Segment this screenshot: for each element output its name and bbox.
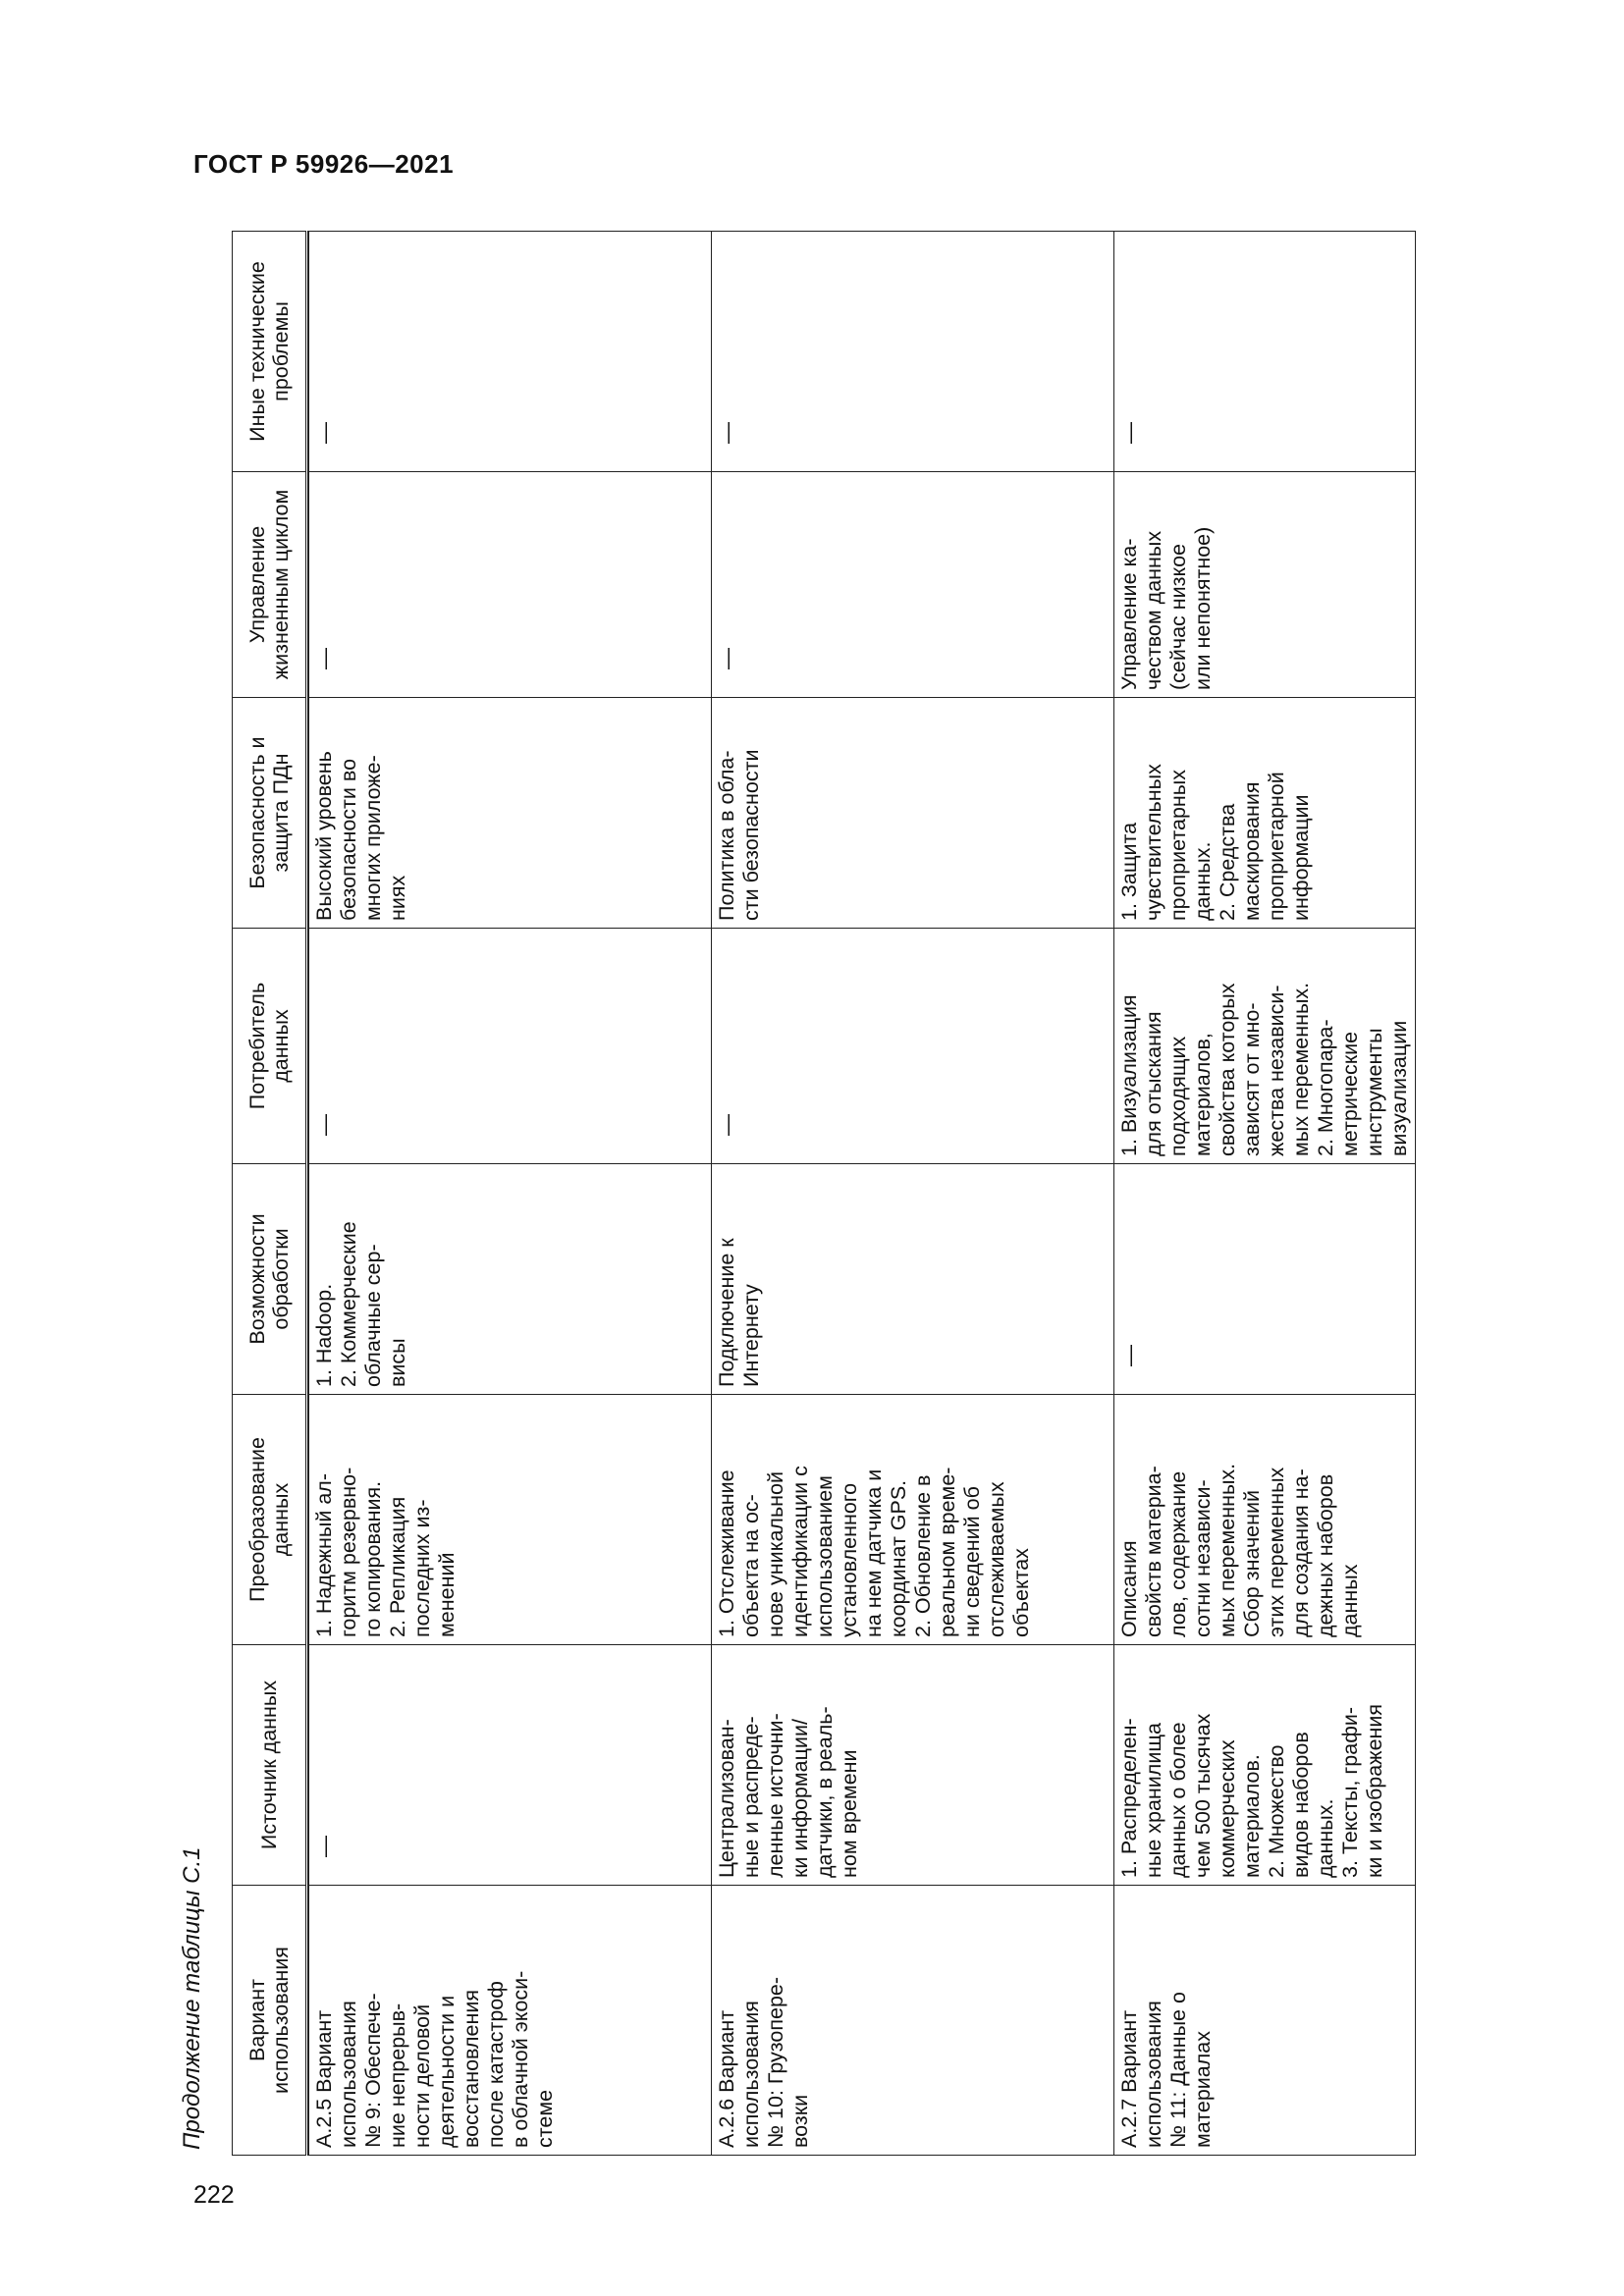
cell-security: Политика в обла- сти безопасности: [712, 698, 1114, 929]
col-header-data-source: Источник данных: [233, 1645, 307, 1886]
col-header-use-case: Вариант использования: [233, 1886, 307, 2156]
rotated-table-container: [232, 232, 1411, 2156]
cell-lifecycle: Управление ка- чеством данных (сейчас низкое или непонятное): [1114, 472, 1416, 698]
cell-data-source: 1. Распределен- ные хранилища данных о более чем 500 тысячах коммерческих материалов. 2. Множество видов наборов данных. 3. Тексты, графи- ки и изображения: [1114, 1645, 1416, 1886]
cell-processing: —: [1114, 1164, 1416, 1395]
document-header: ГОСТ Р 59926—2021: [193, 149, 455, 179]
table-row: [1114, 232, 1416, 2156]
col-header-processing: Возможности обработки: [233, 1164, 307, 1395]
use-case-table: [232, 231, 1416, 2156]
cell-processing: Подключение к Интернету: [712, 1164, 1114, 1395]
cell-data-transformation: 1. Отслеживание объекта на ос- нове уникальной идентификации с использованием установленного на нем датчика и координат GPS. 2. Обновление в реальном време- ни сведений об отслеживаемых объектах: [712, 1395, 1114, 1645]
cell-lifecycle: —: [309, 472, 712, 698]
col-header-security: Безопасность и защита ПДн: [233, 698, 307, 929]
cell-security: Высокий уровень безопасности во многих приложе- ниях: [309, 698, 712, 929]
cell-data-consumer: 1. Визуализация для отыскания подходящих материалов, свойства которых зависят от мно- жества независи- мых переменных. 2. Многопара- метрические инструменты визуализации: [1114, 929, 1416, 1164]
table-row: [309, 232, 712, 2156]
page-number: 222: [193, 2181, 235, 2209]
cell-other-issues: —: [309, 232, 712, 472]
table-header-row: [233, 232, 307, 2156]
cell-other-issues: —: [1114, 232, 1416, 472]
cell-processing: 1. Hadoop. 2. Коммерческие облачные сер- висы: [309, 1164, 712, 1395]
cell-other-issues: —: [712, 232, 1114, 472]
cell-data-source: —: [309, 1645, 712, 1886]
cell-data-consumer: —: [712, 929, 1114, 1164]
col-header-data-transformation: Преобразование данных: [233, 1395, 307, 1645]
col-header-data-consumer: Потребитель данных: [233, 929, 307, 1164]
col-header-lifecycle: Управление жизненным циклом: [233, 472, 307, 698]
cell-use-case: А.2.6 Вариант использования № 10: Грузопере- возки: [712, 1886, 1114, 2156]
col-header-other-issues: Иные технические проблемы: [233, 232, 307, 472]
cell-data-transformation: Описания свойств материа- лов, содержание сотни независи- мых переменных. Сбор значений этих переменных для создания на- дежных наборов данных: [1114, 1395, 1416, 1645]
cell-use-case: А.2.5 Вариант использования № 9: Обеспече- ние непрерыв- ности деловой деятельности и восстановления после катастроф в облачной экоси- стеме: [309, 1886, 712, 2156]
cell-lifecycle: —: [712, 472, 1114, 698]
table-row: [712, 232, 1114, 2156]
cell-data-transformation: 1. Надежный ал- горитм резервно- го копирования. 2. Репликация последних из- менений: [309, 1395, 712, 1645]
cell-data-consumer: —: [309, 929, 712, 1164]
cell-use-case: А.2.7 Вариант использования № 11: Данные о материалах: [1114, 1886, 1416, 2156]
cell-security: 1. Защита чувствительных проприетарных данных. 2. Средства маскирования проприетарной информации: [1114, 698, 1416, 929]
table-caption: Продолжение таблицы С.1: [179, 1846, 205, 2150]
cell-data-source: Централизован- ные и распреде- ленные источни- ки информации/ датчики, в реаль- ном времени: [712, 1645, 1114, 1886]
